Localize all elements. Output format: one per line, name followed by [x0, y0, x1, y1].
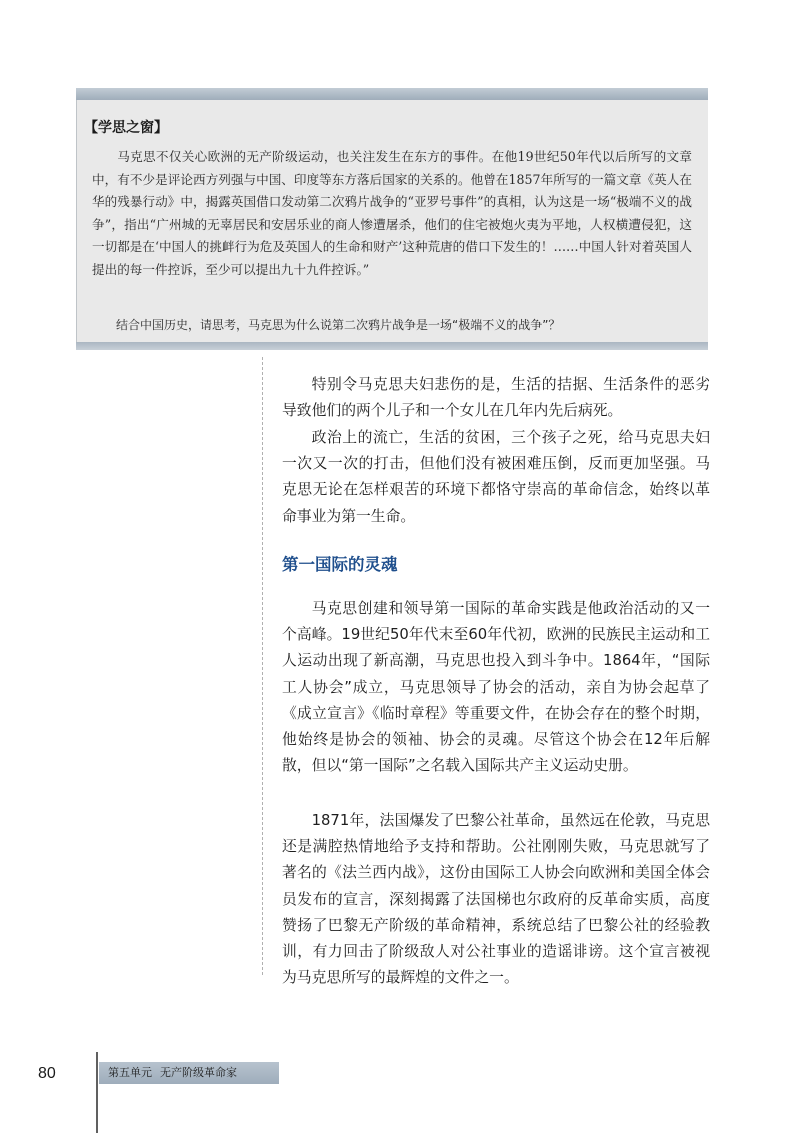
- footer-unit-title: 无产阶级革命家: [160, 1066, 237, 1079]
- footer-unit-label: 第五单元: [108, 1066, 152, 1079]
- dashed-margin-rule: [262, 357, 263, 975]
- footer-vertical-line: [96, 1052, 98, 1133]
- box-top-bar: [76, 88, 708, 100]
- study-window-box: [76, 88, 708, 350]
- box-bottom-bar: [76, 342, 708, 350]
- box-question: 结合中国历史，请思考，马克思为什么说第二次鸦片战争是一场“极端不义的战争”？: [116, 318, 561, 332]
- page-number: 80: [38, 1065, 56, 1082]
- section-title: 第一国际的灵魂: [282, 555, 398, 574]
- body-paragraph-3: 马克思创建和领导第一国际的革命实践是他政治活动的又一个高峰。19世纪50年代末至60年代初，欧洲的民族民主运动和工人运动出现了新高潮，马克思也投入到斗争中。1864年，“国际工人协会”成立，马克思领导了协会的活动，亲自为协会起草了《成立宣言》《临时章程》等重要文件，在协会存在的整个时期，他始终是协会的领袖、协会的灵魂。尽管这个协会在12年后解散，但以“第一国际”之名载入国际共产主义运动史册。: [282, 600, 710, 775]
- box-title: 【学思之窗】: [84, 120, 168, 136]
- body-paragraph-4: 1871年，法国爆发了巴黎公社革命，虽然远在伦敦，马克思还是满腔热情地给予支持和帮助。公社刚刚失败，马克思就写了著名的《法兰西内战》，这份由国际工人协会向欧洲和美国全体会员发布的宣言，深刻揭露了法国梯也尔政府的反革命实质，高度赞扬了巴黎无产阶级的革命精神，系统总结了巴黎公社的经验教训，有力回击了阶级敌人对公社事业的造谣诽谤。这个宣言被视为马克思所写的最辉煌的文件之一。: [282, 812, 710, 987]
- body-paragraph-1: 特别令马克思夫妇悲伤的是，生活的拮据、生活条件的恶劣导致他们的两个儿子和一个女儿在几年内先后病死。: [282, 376, 710, 420]
- box-quote-paragraph: 马克思不仅关心欧洲的无产阶级运动，也关注发生在东方的事件。在他19世纪50年代以后所写的文章中，有不少是评论西方列强与中国、印度等东方落后国家的关系的。他曾在1857年所写的一篇文章《英人在华的残暴行动》中，揭露英国借口发动第二次鸦片战争的“亚罗号事件”的真相，认为这是一场“极端不义的战争”，指出“广州城的无辜居民和安居乐业的商人惨遭屠杀，他们的住宅被炮火夷为平地，人权横遭侵犯，这一切都是在‘中国人的挑衅行为危及英国人的生命和财产’这种荒唐的借口下发生的！……中国人针对着英国人提出的每一件控诉，至少可以提出九十九件控诉。”: [92, 149, 692, 277]
- box-left-line: [76, 100, 77, 342]
- body-paragraph-2: 政治上的流亡，生活的贫困，三个孩子之死，给马克思夫妇一次又一次的打击，但他们没有被困难压倒，反而更加坚强。马克思无论在怎样艰苦的环境下都恪守崇高的革命信念，始终以革命事业为第一生命。: [282, 429, 710, 525]
- footer-unit: [108, 1065, 245, 1081]
